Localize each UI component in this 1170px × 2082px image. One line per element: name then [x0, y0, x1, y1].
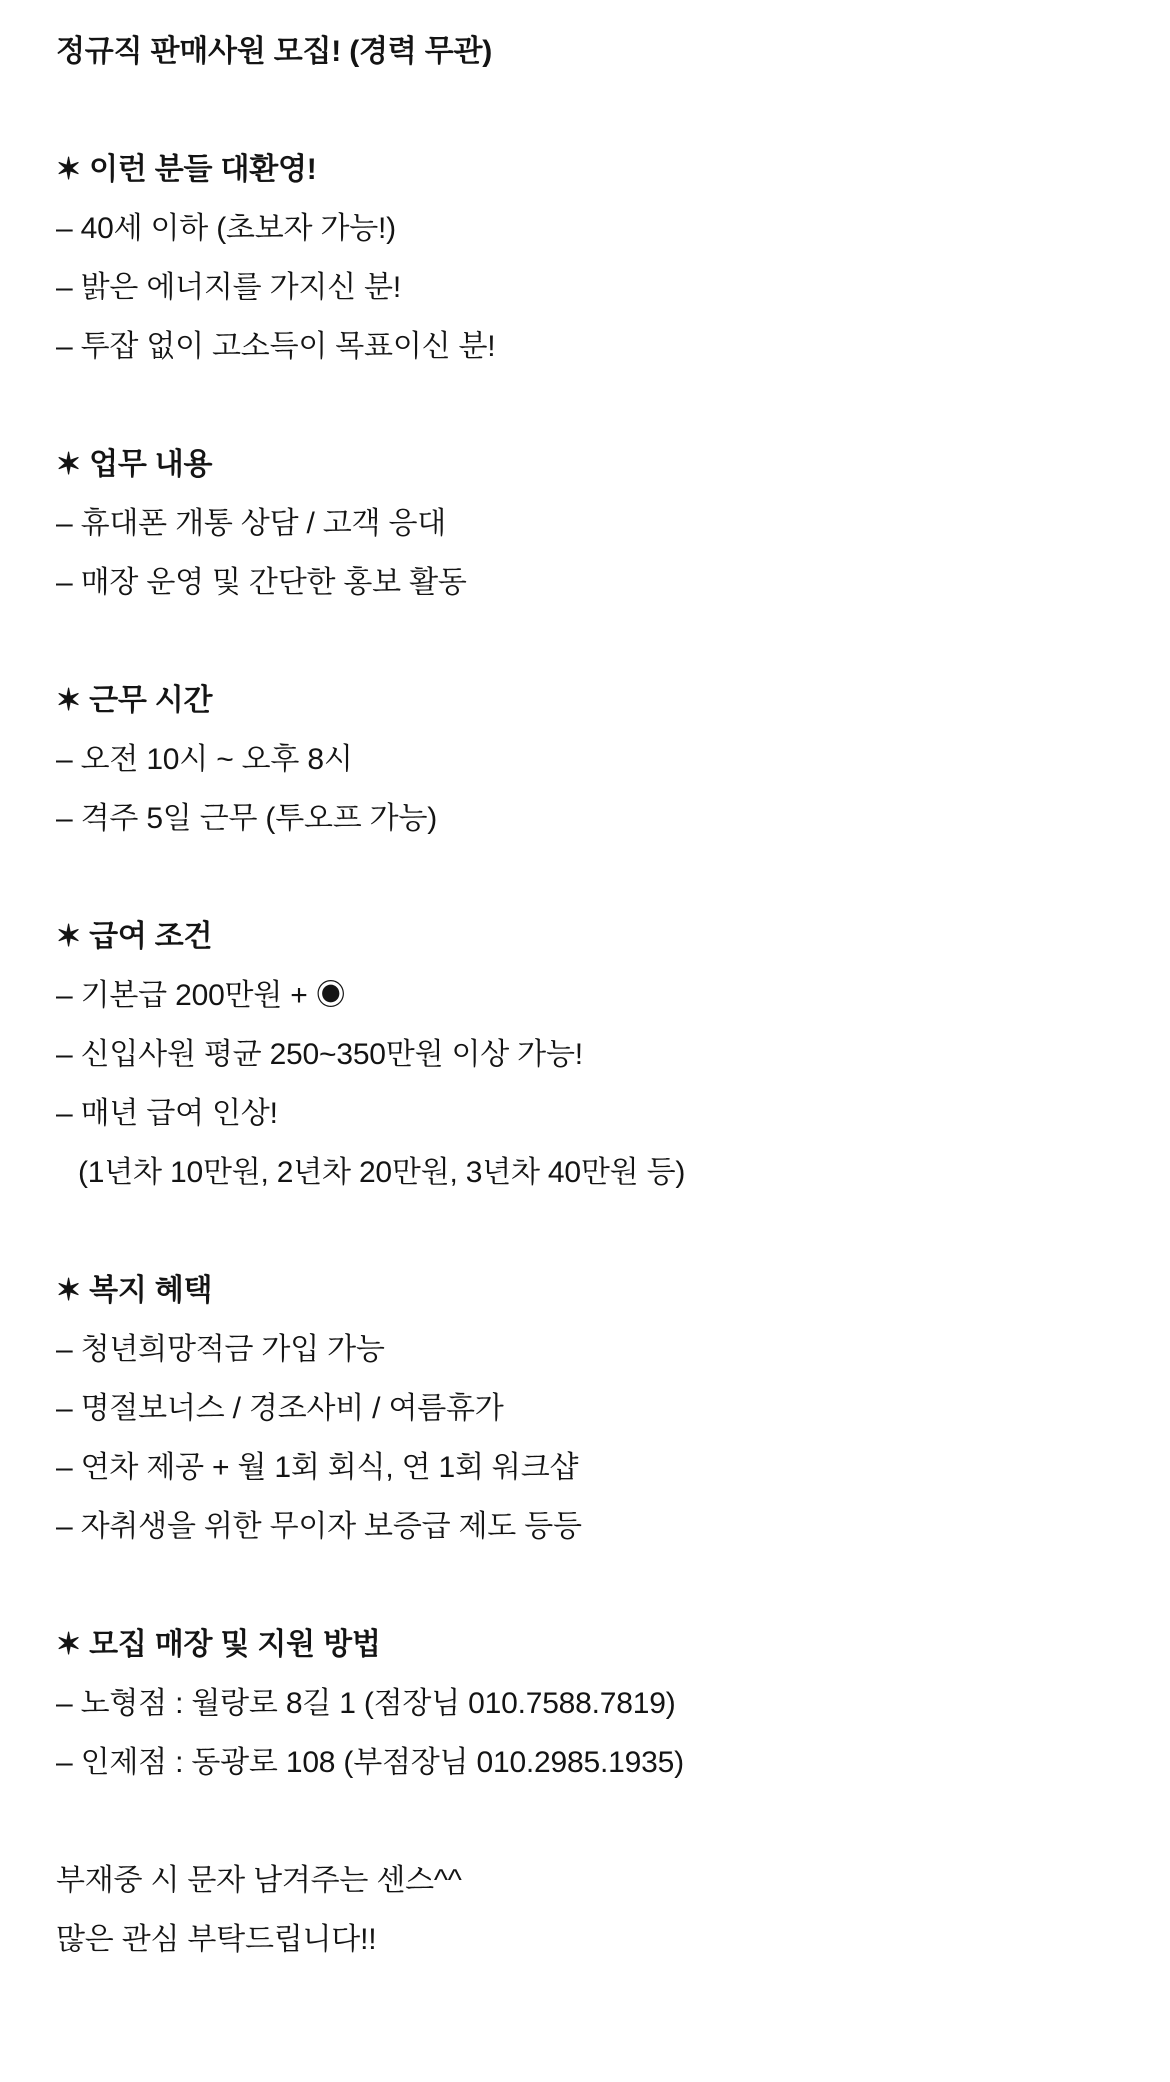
spacer — [56, 612, 1114, 671]
salary-line-3: – 매년 급여 인상! — [56, 1097, 278, 1130]
stores-line-1: – 노형점 : 월랑로 8길 1 (점장님 010.7588.7819) — [56, 1687, 676, 1720]
stores-line-2: – 인제점 : 동광로 108 (부점장님 010.2985.1935) — [56, 1746, 684, 1779]
salary-line-2: – 신입사원 평균 250~350만원 이상 가능! — [56, 1038, 583, 1071]
duties-line-2: – 매장 운영 및 간단한 홍보 활동 — [56, 566, 467, 599]
job-posting-body — [56, 22, 1114, 1969]
welcome-line-0: ✶ 이런 분들 대환영! — [56, 153, 317, 186]
spacer — [56, 848, 1114, 907]
salary-line-1: – 기본급 200만원 + ◉ — [56, 979, 346, 1012]
benefits-line-1: – 청년희망적금 가입 가능 — [56, 1333, 385, 1366]
closing-line-0: 부재중 시 문자 남겨주는 센스^^ — [56, 1864, 462, 1897]
salary-line-0: ✶ 급여 조건 — [56, 920, 213, 953]
benefits-line-0: ✶ 복지 혜택 — [56, 1274, 213, 1307]
benefits-line-2: – 명절보너스 / 경조사비 / 여름휴가 — [56, 1392, 504, 1425]
welcome-line-2: – 밝은 에너지를 가지신 분! — [56, 271, 401, 304]
welcome-line-3: – 투잡 없이 고소득이 목표이신 분! — [56, 330, 496, 363]
spacer — [56, 81, 1114, 140]
welcome-line-1: – 40세 이하 (초보자 가능!) — [56, 212, 396, 245]
hours-line-1: – 오전 10시 ~ 오후 8시 — [56, 743, 353, 776]
salary-line-4: (1년차 10만원, 2년차 20만원, 3년차 40만원 등) — [78, 1156, 686, 1189]
stores-line-0: ✶ 모집 매장 및 지원 방법 — [56, 1628, 381, 1661]
spacer — [56, 1792, 1114, 1851]
hours-line-0: ✶ 근무 시간 — [56, 684, 213, 717]
closing-line-1: 많은 관심 부탁드립니다!! — [56, 1923, 377, 1956]
spacer — [56, 376, 1114, 435]
spacer — [56, 1556, 1114, 1615]
duties-line-1: – 휴대폰 개통 상담 / 고객 응대 — [56, 507, 447, 540]
duties-line-0: ✶ 업무 내용 — [56, 448, 213, 481]
title-line-0: 정규직 판매사원 모집! (경력 무관) — [56, 35, 493, 68]
benefits-line-4: – 자취생을 위한 무이자 보증급 제도 등등 — [56, 1510, 582, 1543]
hours-line-2: – 격주 5일 근무 (투오프 가능) — [56, 802, 438, 835]
spacer — [56, 1202, 1114, 1261]
benefits-line-3: – 연차 제공 + 월 1회 회식, 연 1회 워크샵 — [56, 1451, 579, 1484]
